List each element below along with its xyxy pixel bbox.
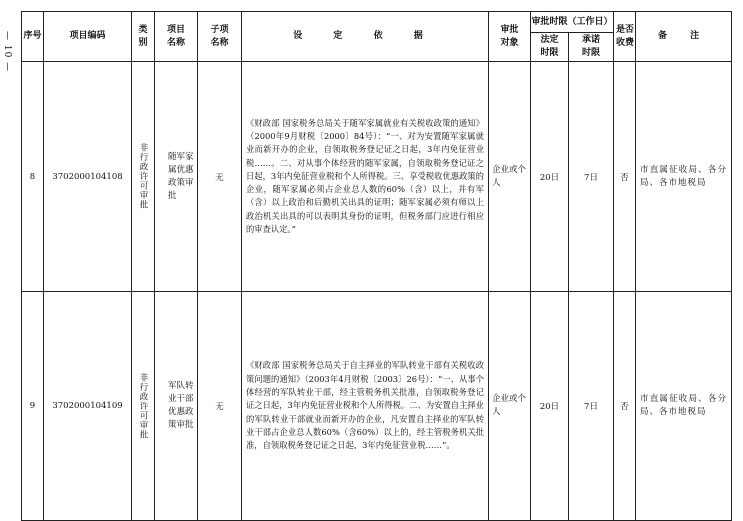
header-seq: 序号 xyxy=(22,12,44,62)
header-code: 项目编码 xyxy=(44,12,132,62)
header-approval-target: 审批对象 xyxy=(489,12,531,62)
row-item-name: 军队转业干部优惠政策审批 xyxy=(155,292,198,521)
row-remarks: 市直属征收局、各分局、各市地税局 xyxy=(636,292,732,521)
row-approval-target: 企业或个人 xyxy=(489,292,531,521)
row-item-name: 随军家属优惠政策审批 xyxy=(155,62,198,292)
header-charge: 是否收费 xyxy=(614,12,636,62)
header-basis: 设 定 依 据 xyxy=(242,12,489,62)
page-number: — 10 — xyxy=(2,31,12,73)
table-row xyxy=(22,62,732,292)
row-category: 非行政许可审批 xyxy=(132,62,155,292)
header-row xyxy=(22,12,732,33)
header-legal-limit: 法定时限 xyxy=(531,33,569,62)
header-promised-limit: 承诺时限 xyxy=(569,33,614,62)
row-charge: 否 xyxy=(614,62,636,292)
header-remarks: 备 注 xyxy=(636,12,732,62)
row-remarks: 市直属征收局、各分局、各市地税局 xyxy=(636,62,732,292)
row-sub-item: 无 xyxy=(198,62,242,292)
header-sub-item: 子项名称 xyxy=(198,12,242,62)
header-category: 类别 xyxy=(132,12,155,62)
row-basis: 《财政部 国家税务总局关于自主择业的军队转业干部有关税收政策问题的通知》（2003年4月财税〔2003〕26号）：“一、从事个体经营的军队转业干部，经主管税务机关批准，自领取税务登记证之日起，3年内免征营业税和个人所得税。二、为安置自主择业的军队转业干部就业而新开办的企业，凡安置自主择业的军队转业干部占企业总人数60%（含60%）以上的，经主管税务机关批准，自领取税务登记证之日起，3年内免征营业税……”。 xyxy=(242,292,489,521)
row-sub-item: 无 xyxy=(198,292,242,521)
table-row xyxy=(22,292,732,521)
row-code: 3702000104109 xyxy=(44,292,132,521)
row-seq: 9 xyxy=(22,292,44,521)
row-seq: 8 xyxy=(22,62,44,292)
row-approval-target: 企业或个人 xyxy=(489,62,531,292)
header-time-limit: 审批时限（工作日） xyxy=(531,12,614,33)
row-legal-limit: 20日 xyxy=(531,62,569,292)
approval-items-table xyxy=(21,11,732,521)
row-charge: 否 xyxy=(614,292,636,521)
row-legal-limit: 20日 xyxy=(531,292,569,521)
header-item-name: 项目名称 xyxy=(155,12,198,62)
row-basis: 《财政部 国家税务总局关于随军家属就业有关税收政策的通知》（2000年9月财税〔2000〕84号）：“一、对为安置随军家属就业而新开办的企业，自领取税务登记证之日起，3年内免征营业税……。二、对从事个体经营的随军家属，自领取税务登记证之日起，3年内免征营业税和个人所得税。三、享受税收优惠政策的企业，随军家属必须占企业总人数的60%（含）以上，并有军（含）以上政治和后勤机关出具的证明；随军家属必须有师以上政治机关出具的可以表明其身份的证明，但税务部门应进行相应的审查认定。” xyxy=(242,62,489,292)
row-promised-limit: 7日 xyxy=(569,292,614,521)
row-code: 3702000104108 xyxy=(44,62,132,292)
row-category: 非行政许可审批 xyxy=(132,292,155,521)
row-promised-limit: 7日 xyxy=(569,62,614,292)
